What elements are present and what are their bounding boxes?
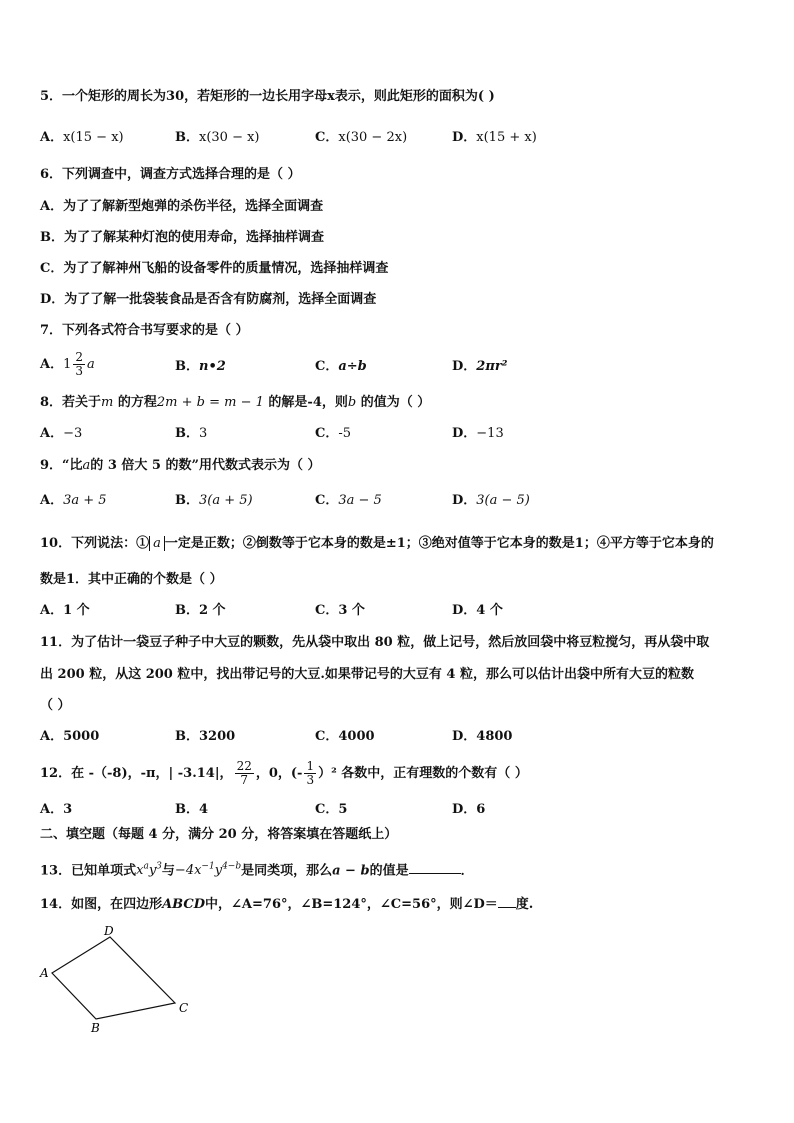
- q11-option-c[interactable]: C．4000: [315, 729, 375, 744]
- q8-options: [40, 424, 760, 444]
- q9-option-b[interactable]: B．3(a + 5): [175, 493, 253, 508]
- q8-option-b[interactable]: B．3: [175, 426, 208, 441]
- q6-option-a[interactable]: A．为了了解新型炮弹的杀伤半径，选择全面调查: [40, 199, 324, 214]
- q8-option-d[interactable]: D．−13: [452, 426, 504, 441]
- q5-stem: 5．一个矩形的周长为30，若矩形的一边长用字母x表示，则此矩形的面积为( ): [40, 89, 495, 104]
- q7-stem: 7．下列各式符合书写要求的是（ ）: [40, 323, 249, 338]
- q12-options: [40, 800, 760, 820]
- section-heading-fill-in: 二、填空题（每题 4 分，满分 20 分，将答案填在答题纸上）: [40, 827, 398, 842]
- q11-option-b[interactable]: B．3200: [175, 729, 236, 744]
- q10-stem-line1: 10．下列说法：① a 一定是正数；②倒数等于它本身的数是±1；③绝对值等于它本身的数是1；④平方等于它本身的: [40, 536, 714, 551]
- q6-stem: 6．下列调查中，调查方式选择合理的是（ ）: [40, 167, 301, 182]
- vertex-label-d: D: [104, 925, 114, 938]
- q12-option-a[interactable]: A．3: [40, 802, 73, 817]
- q11-stem-line2: 出 200 粒，从这 200 粒中，找出带记号的大豆.如果带记号的大豆有 4 粒，那么可以估计出袋中所有大豆的粒数: [40, 667, 694, 682]
- q9-options: [40, 491, 760, 511]
- q8-stem: 8．若关于m 的方程2m + b = m − 1 的解是-4，则b 的值为（ ）: [40, 395, 431, 410]
- q14-answer-blank[interactable]: [498, 895, 516, 908]
- q9-option-a[interactable]: A．3a + 5: [40, 493, 107, 508]
- q13-answer-blank[interactable]: [409, 861, 461, 874]
- q5-options: [40, 128, 760, 148]
- q6-option-d[interactable]: D．为了了解一批袋装食品是否含有防腐剂，选择全面调查: [40, 292, 377, 307]
- q7-options: [40, 350, 760, 378]
- fraction-22-7: $\frac{22}{7}$: [236, 759, 252, 787]
- q5-option-b[interactable]: B．x(30 − x): [175, 130, 260, 145]
- q7-option-c[interactable]: C．a÷b: [315, 359, 367, 374]
- q14-stem: 14．如图，在四边形ABCD中，∠A=76°，∠B=124°，∠C=56°，则∠D＝ 度.: [40, 897, 534, 912]
- q7-option-b[interactable]: B．n•2: [175, 359, 226, 374]
- q8-option-c[interactable]: C．-5: [315, 426, 352, 441]
- quadrilateral-abcd: [52, 937, 175, 1019]
- mixed-fraction: $\frac{2}{3}$: [75, 350, 84, 378]
- vertex-label-b: B: [91, 1021, 100, 1035]
- q9-stem: 9．“比a的 3 倍大 5 的数”用代数式表示为（ ）: [40, 458, 321, 473]
- q12-stem: 12．在 -（-8)，-π，| -3.14|， $\frac{22}{7}$ ，0，(- $\frac{1}{3}$ ）² 各数中，正有理数的个数有（ ）: [40, 759, 528, 787]
- q10-option-b[interactable]: B．2 个: [175, 603, 226, 618]
- q10-option-d[interactable]: D．4 个: [452, 603, 503, 618]
- fraction-1-3: $\frac{1}{3}$: [306, 759, 315, 787]
- q8-option-a[interactable]: A．−3: [40, 426, 83, 441]
- q12-option-d[interactable]: D．6: [452, 802, 486, 817]
- q13-stem: 13．已知单项式$x^ay^3$与$-4x^{-1}y^{4-b}$是同类项，那么a − b的值是 ．: [40, 862, 474, 879]
- q9-option-c[interactable]: C．3a − 5: [315, 493, 382, 508]
- q12-option-b[interactable]: B．4: [175, 802, 209, 817]
- q11-option-a[interactable]: A．5000: [40, 729, 100, 744]
- q11-stem-line3: （ ）: [40, 698, 71, 713]
- q5-option-d[interactable]: D．x(15 + x): [452, 130, 537, 145]
- q10-stem-line2: 数是1．其中正确的个数是（ ）: [40, 572, 223, 587]
- q7-option-d[interactable]: D．2πr²: [452, 359, 508, 374]
- q6-option-b[interactable]: B．为了了解某种灯泡的使用寿命，选择抽样调查: [40, 230, 324, 245]
- q6-option-c[interactable]: C．为了了解神州飞船的设备零件的质量情况，选择抽样调查: [40, 261, 389, 276]
- q10-options: [40, 601, 760, 621]
- q7-option-a[interactable]: A．1 $\frac{2}{3}$ a: [40, 350, 95, 378]
- vertex-label-c: C: [179, 1001, 189, 1015]
- vertex-label-a: A: [40, 966, 49, 980]
- q5-option-a[interactable]: A．x(15 − x): [40, 130, 124, 145]
- q11-stem-line1: 11．为了估计一袋豆子种子中大豆的颗数，先从袋中取出 80 粒，做上记号，然后放回袋中将豆粒搅匀，再从袋中取: [40, 635, 710, 650]
- q5-option-c[interactable]: C．x(30 − 2x): [315, 130, 408, 145]
- quadrilateral-figure: [30, 925, 200, 1040]
- q12-option-c[interactable]: C．5: [315, 802, 348, 817]
- absolute-value: a: [149, 536, 165, 551]
- q10-option-a[interactable]: A．1 个: [40, 603, 90, 618]
- q11-option-d[interactable]: D．4800: [452, 729, 513, 744]
- q10-option-c[interactable]: C．3 个: [315, 603, 365, 618]
- q9-option-d[interactable]: D．3(a − 5): [452, 493, 530, 508]
- q11-options: [40, 727, 760, 747]
